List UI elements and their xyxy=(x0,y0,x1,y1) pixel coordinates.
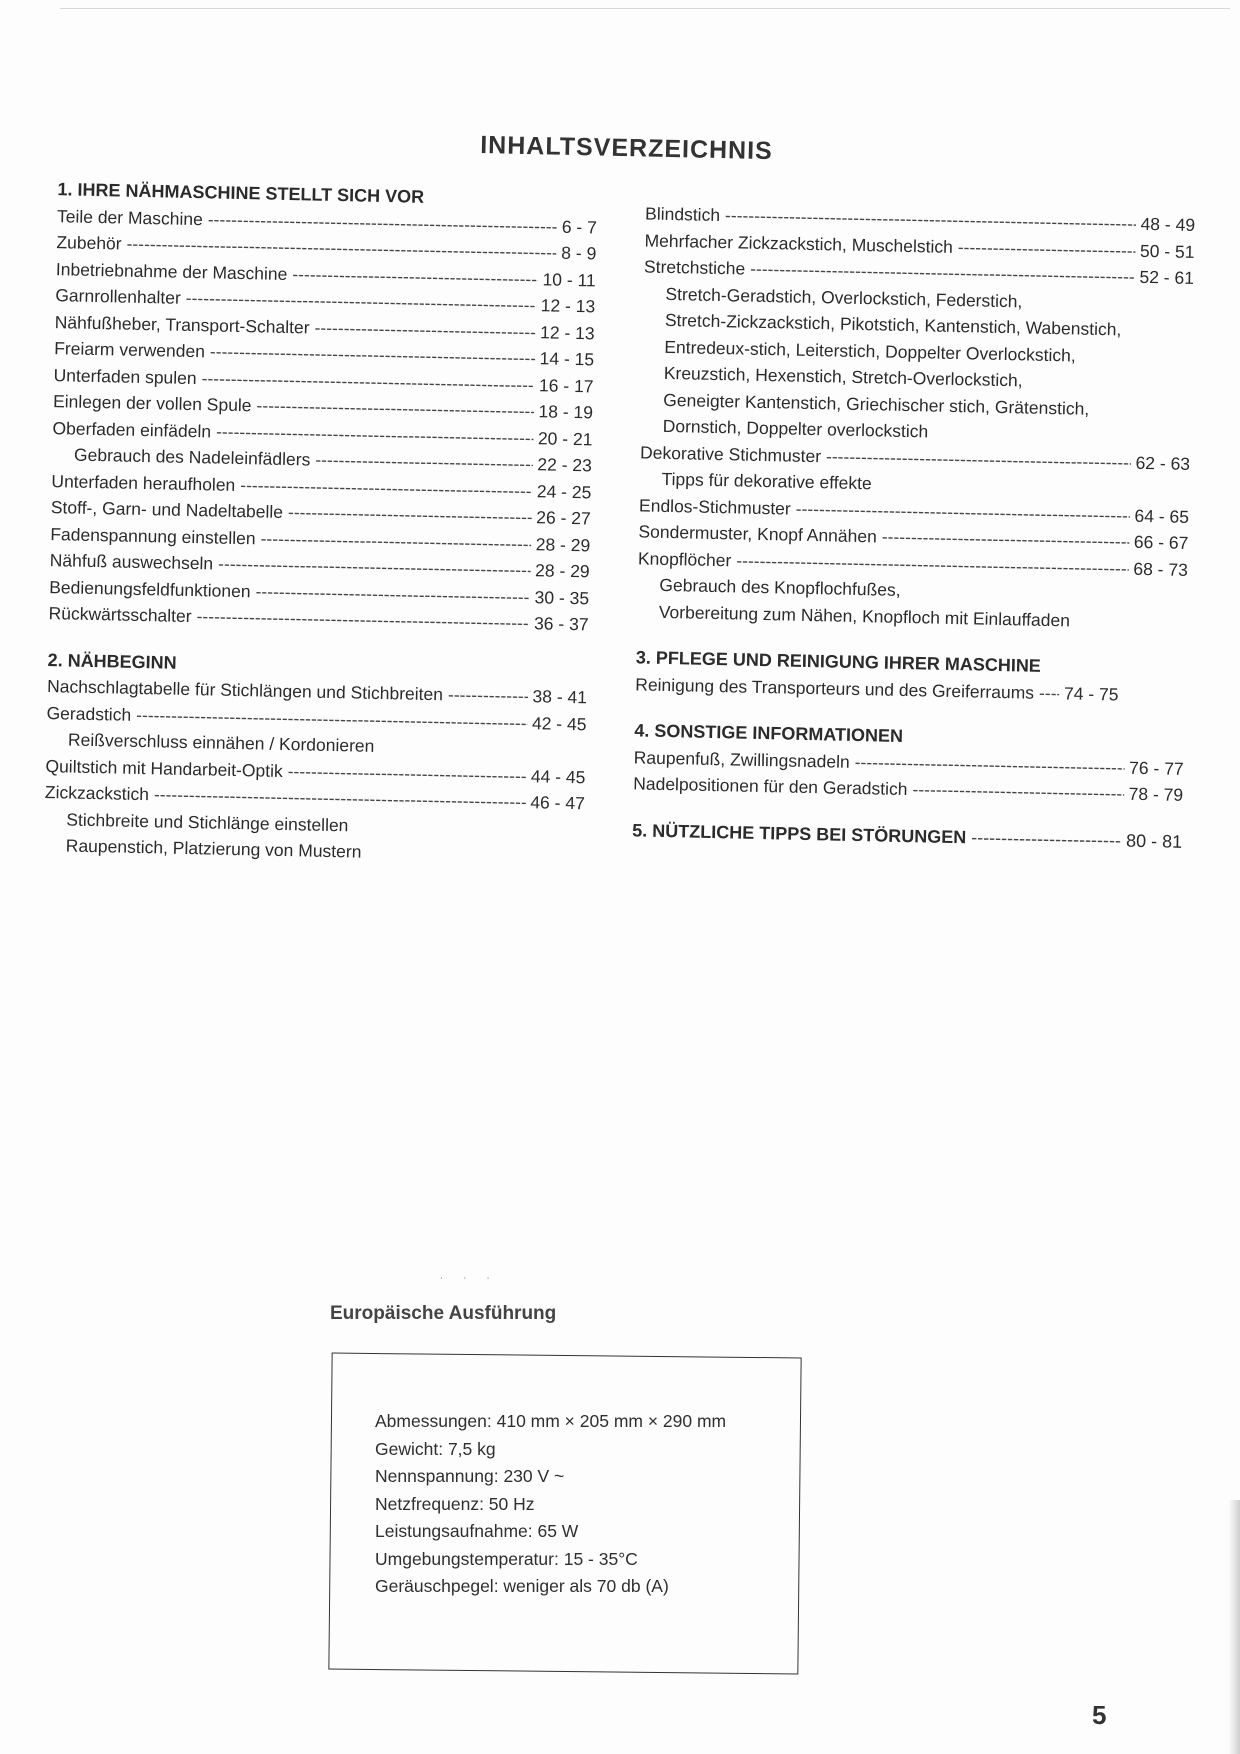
toc-entry: Zickzackstich ----- 46 - 47 xyxy=(45,779,585,817)
toc-subentry: Stichbreite und Stichlänge einstellen xyxy=(66,808,349,835)
specs-list xyxy=(375,1408,726,1601)
toc-entry: Fadenspannung einstellen ----- 28 - 29 xyxy=(50,521,590,559)
scan-marks: ˙ ˙ ˙ xyxy=(440,1275,499,1289)
toc-subentry: Tipps für dekorative effekte xyxy=(661,468,872,494)
specs-heading: Europäische Ausführung xyxy=(330,1303,557,1324)
toc-entry: Blindstich ----- 48 - 49 xyxy=(645,200,1195,238)
page-title: INHALTSVERZEICHNIS xyxy=(479,131,774,166)
spec-line: Geräuschpegel: weniger als 70 db (A) xyxy=(375,1576,669,1596)
spec-line: Gewicht: 7,5 kg xyxy=(375,1438,496,1459)
toc-entry: Zubehör ----- 8 - 9 xyxy=(56,229,596,267)
toc-left-column xyxy=(44,176,598,870)
toc-entry: Reinigung des Transporteurs und des Greiferraums ----- 74 - 75 xyxy=(635,671,1185,709)
toc-entry: Oberfaden einfädeln ----- 20 - 21 xyxy=(52,415,592,453)
toc-subentry: Reißverschluss einnähen / Kordonieren xyxy=(67,729,375,756)
toc-entry: Dekorative Stichmuster ----- 62 - 63 xyxy=(640,439,1190,477)
toc-entry: Unterfaden spulen ----- 16 - 17 xyxy=(53,362,593,400)
toc-entry: Knopflöcher ----- 68 - 73 xyxy=(638,545,1188,583)
toc-entry: Gebrauch des Nadeleinfädlers ----- 22 - 23 xyxy=(52,441,592,479)
toc-entry: Nadelpositionen für den Geradstich ----- 78 - 79 xyxy=(633,770,1183,808)
toc-entry: Sondermuster, Knopf Annähen ----- 66 - 67 xyxy=(638,518,1188,556)
toc-entry: Nähfußheber, Transport-Schalter ----- 12 - 13 xyxy=(54,309,594,347)
toc-subentry: Stretch-Geradstich, Overlockstich, Federstich, xyxy=(665,283,1023,311)
toc-entry: Freiarm verwenden ----- 14 - 15 xyxy=(54,335,594,373)
section-heading-1: 1. IHRE NÄHMASCHINE STELLT SICH VOR xyxy=(57,179,425,207)
section-heading-5: 5. NÜTZLICHE TIPPS BEI STÖRUNGEN ----- 80 - 81 xyxy=(632,817,1182,855)
toc-subentry: Dornstich, Doppelter overlockstich xyxy=(662,415,929,442)
toc-subentry: Geneigter Kantenstich, Griechischer stich, Grätenstich, xyxy=(663,389,1090,419)
toc-entry: Quiltstich mit Handarbeit-Optik ----- 44 - 45 xyxy=(45,753,585,791)
spec-line: Netzfrequenz: 50 Hz xyxy=(375,1493,535,1514)
section-heading-3: 3. PFLEGE UND REINIGUNG IHRER MASCHINE xyxy=(635,647,1042,676)
toc-entry: Unterfaden heraufholen ----- 24 - 25 xyxy=(51,468,591,506)
toc-entry: Einlegen der vollen Spule ----- 18 - 19 xyxy=(53,388,593,426)
spec-line: Abmessungen: 410 mm × 205 mm × 290 mm xyxy=(375,1411,727,1431)
spec-line: Leistungsaufnahme: 65 W xyxy=(375,1521,579,1541)
toc-entry: Inbetriebnahme der Maschine ----- 10 - 11 xyxy=(56,256,596,294)
toc-entry: Raupenfuß, Zwillingsnadeln ----- 76 - 77 xyxy=(634,744,1184,782)
section-heading-4: 4. SONSTIGE INFORMATIONEN xyxy=(634,720,904,746)
section-heading-2: 2. NÄHBEGINN xyxy=(47,649,177,673)
toc-right-column xyxy=(632,200,1195,854)
toc-subentry: Stretch-Zickzackstich, Pikotstich, Kantenstich, Wabenstich, xyxy=(664,309,1122,340)
toc-entry: Nachschlagtabelle für Stichlängen und Stichbreiten ----- 38 - 41 xyxy=(47,673,587,711)
page-number: 5 xyxy=(1092,1700,1107,1730)
toc-entry: Mehrfacher Zickzackstich, Muschelstich ----- 50 - 51 xyxy=(644,227,1194,265)
toc-entry: Nähfuß auswechseln ----- 28 - 29 xyxy=(49,547,589,585)
spec-line: Nennspannung: 230 V ~ xyxy=(375,1466,565,1486)
scan-edge-shadow xyxy=(1228,1500,1240,1754)
toc-entry: Rückwärtsschalter ----- 36 - 37 xyxy=(48,600,588,638)
toc-subentry: Entredeux-stich, Leiterstich, Doppelter Overlockstich, xyxy=(664,336,1076,366)
toc-entry: Bedienungsfeldfunktionen ----- 30 - 35 xyxy=(49,574,589,612)
toc-entry: Endlos-Stichmuster ----- 64 - 65 xyxy=(639,492,1189,530)
toc-entry: Geradstich ----- 42 - 45 xyxy=(46,700,586,738)
toc-subentry: Raupenstich, Platzierung von Mustern xyxy=(65,835,362,862)
toc-subentry: Gebrauch des Knopflochfußes, xyxy=(659,574,901,600)
toc-entry: Stretchstiche ----- 52 - 61 xyxy=(644,253,1194,291)
toc-entry: Garnrollenhalter ----- 12 - 13 xyxy=(55,282,595,320)
toc-subentry: Vorbereitung zum Nähen, Knopfloch mit Einlauffaden xyxy=(658,601,1071,630)
toc-subentry: Kreuzstich, Hexenstich, Stretch-Overlockstich, xyxy=(663,362,1023,391)
toc-entry: Stoff-, Garn- und Nadeltabelle ----- 26 - 27 xyxy=(51,494,591,532)
spec-line: Umgebungstemperatur: 15 - 35°C xyxy=(375,1548,638,1569)
toc-entry: Teile der Maschine ----- 6 - 7 xyxy=(57,203,597,241)
